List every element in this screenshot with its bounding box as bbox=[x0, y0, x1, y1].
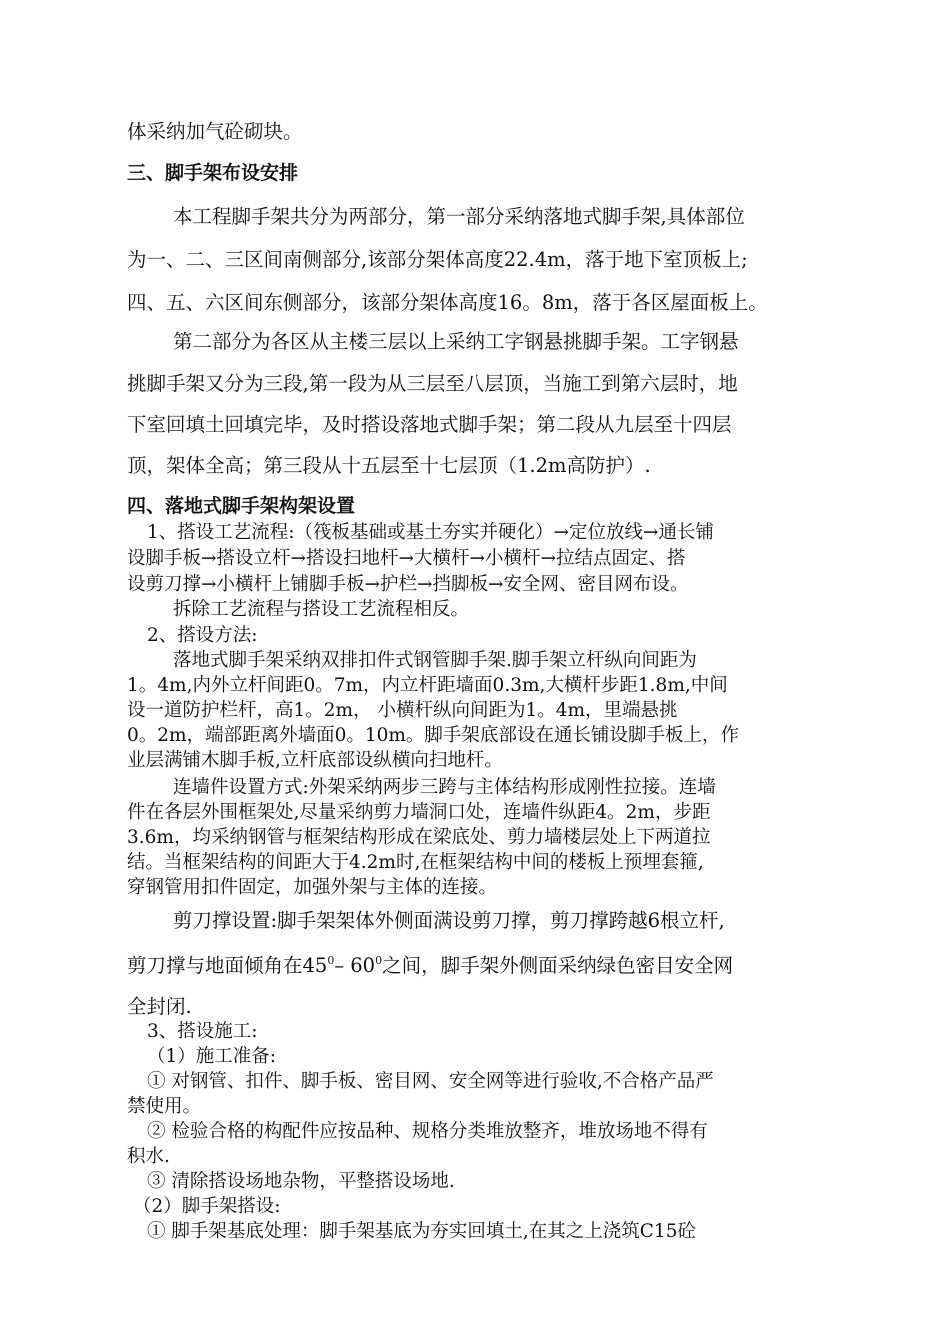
text-line: 件在各层外围框架处,尽量采纳剪力墙洞口处，连墙件纵距4。2m，步距 bbox=[127, 802, 711, 823]
text-line: 结。当框架结构的间距大于4.2m时,在框架结构中间的楼板上预埋套箍, bbox=[127, 852, 704, 873]
text-line: 挑脚手架又分为三段,第一段为从三层至八层顶，当施工到第六层时，地 bbox=[127, 372, 738, 395]
text-line: ① 脚手架基底处理：脚手架基底为夯实回填土,在其之上浇筑C15砼 bbox=[147, 1221, 696, 1242]
text-line: 顶，架体全高；第三段从十五层至十七层顶（1.2m高防护）. bbox=[127, 454, 651, 477]
text-line: 本工程脚手架共分为两部分，第一部分采纳落地式脚手架,具体部位 bbox=[173, 205, 745, 228]
text-line: ③ 清除搭设场地杂物，平整搭设场地. bbox=[147, 1171, 455, 1192]
text-line: 全封闭. bbox=[127, 995, 192, 1018]
text-line: 拆除工艺流程与搭设工艺流程相反。 bbox=[173, 599, 470, 620]
text-line: 下室回填土回填完毕，及时搭设落地式脚手架；第二段从九层至十四层 bbox=[127, 413, 732, 436]
text-line: 2、搭设方法: bbox=[147, 625, 258, 646]
text-line: ② 检验合格的构配件应按品种、规格分类堆放整齐，堆放场地不得有 bbox=[147, 1121, 708, 1142]
text-line: 3.6m，均采纳钢管与框架结构形成在梁底处、剪力墙楼层处上下两道拉 bbox=[127, 827, 711, 848]
text-line: 设剪刀撑→小横杆上铺脚手板→护栏→挡脚板→安全网、密目网布设。 bbox=[127, 574, 689, 595]
section-heading: 四、落地式脚手架构架设置 bbox=[127, 495, 356, 517]
text-line: 剪刀撑与地面倾角在$45^0-$ $60^0$之间，脚手架外侧面采纳绿色密目安全网 bbox=[127, 954, 734, 977]
text-line: 四、五、六区间东侧部分，该部分架体高度16。8m，落于各区屋面板上。 bbox=[127, 291, 768, 314]
text-line: 1。4m,内外立杆间距0。7m，内立杆距墙面0.3m,大横杆步距1.8m,中间 bbox=[127, 675, 728, 696]
text-line: 禁使用。 bbox=[127, 1096, 202, 1117]
text-line: 为一、二、三区间南侧部分,该部分架体高度22.4m，落于地下室顶板上; bbox=[127, 248, 748, 271]
text-line: 设脚手板→搭设立杆→搭设扫地杆→大横杆→小横杆→拉结点固定、搭 bbox=[127, 548, 686, 569]
text-line: 第二部分为各区从主楼三层以上采纳工字钢悬挑脚手架。工字钢悬 bbox=[173, 330, 739, 353]
text-line: 落地式脚手架采纳双排扣件式钢管脚手架.脚手架立杆纵向间距为 bbox=[173, 650, 697, 671]
text-line: 3、搭设施工: bbox=[147, 1021, 258, 1042]
text-line: （2）脚手架搭设: bbox=[133, 1196, 281, 1217]
text-line: 连墙件设置方式:外架采纳两步三跨与主体结构形成刚性拉接。连墙 bbox=[173, 777, 716, 798]
text-line: 1、搭设工艺流程:（筏板基础或基土夯实并硬化）→定位放线→通长铺 bbox=[147, 522, 715, 543]
section-heading: 三、脚手架布设安排 bbox=[127, 162, 299, 184]
text-line: 积水. bbox=[127, 1146, 170, 1167]
text-line: 剪刀撑设置:脚手架架体外侧面满设剪刀撑，剪刀撑跨越6根立杆, bbox=[173, 909, 725, 932]
text-line: （1）施工准备: bbox=[147, 1046, 277, 1067]
text-line: 业层满铺木脚手板,立杆底部设纵横向扫地杆。 bbox=[127, 750, 503, 771]
text-line: ① 对钢管、扣件、脚手板、密目网、安全网等进行验收,不合格产品严 bbox=[147, 1071, 714, 1092]
text-line: 体采纳加气砼砌块。 bbox=[127, 120, 303, 143]
text-line: 0。2m，端部距离外墙面0。10m。脚手架底部设在通长铺设脚手板上，作 bbox=[127, 725, 739, 746]
text-line: 设一道防护栏杆，高1。2m， 小横杆纵向间距为1。4m，里端悬挑 bbox=[127, 700, 678, 721]
text-line: 穿钢管用扣件固定，加强外架与主体的连接。 bbox=[127, 877, 498, 898]
